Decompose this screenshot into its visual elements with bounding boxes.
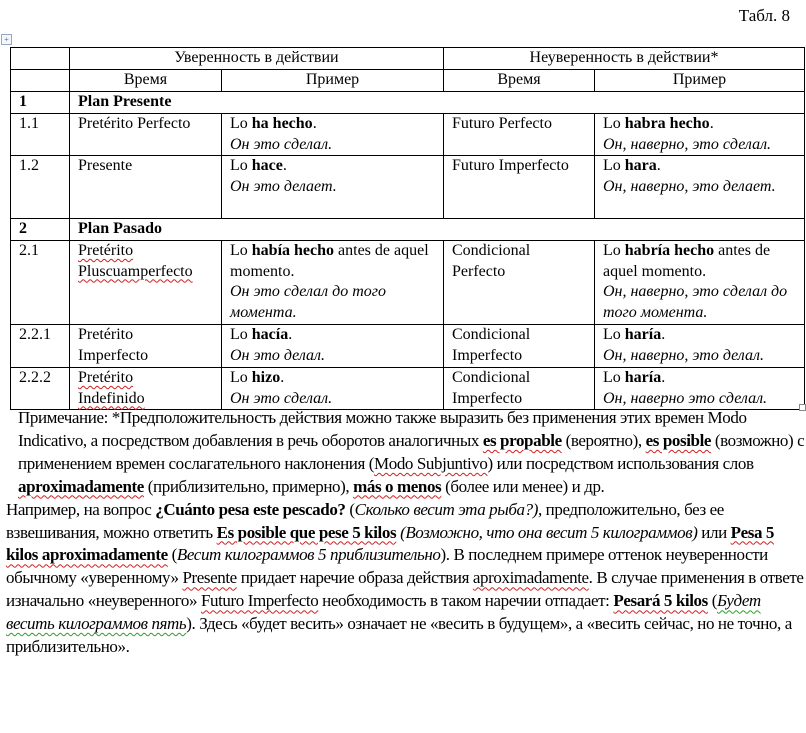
unsure-translation: Он, наверно, это делал.: [603, 346, 764, 364]
unsure-translation: Он, наверно, это делает.: [603, 177, 776, 195]
table-row: [11, 241, 805, 325]
row-number: 1.2: [11, 156, 70, 219]
sure-translation: Он это сделал.: [230, 389, 333, 407]
unsure-tense: Condicional Perfecto: [444, 241, 595, 325]
sure-example: Lo había hecho antes de aquel momento. Он это сделал до того момента.: [222, 241, 444, 325]
unsure-example: Lo haría. Он, наверно это сделал.: [595, 368, 805, 410]
header-row-groups: [11, 48, 805, 70]
header-empty-cell: [11, 70, 70, 92]
sure-tense: Pretérito Perfecto: [70, 114, 222, 156]
sure-translation: Он это сделал.: [230, 135, 333, 153]
row-number: 2.1: [11, 241, 70, 325]
header-row-sub: [11, 70, 805, 92]
unsure-tense: Condicional Imperfecto: [444, 368, 595, 410]
sure-translation: Он это сделал до того момента.: [230, 283, 387, 321]
header-empty-cell: [11, 48, 70, 70]
tense-comparison-table: [10, 47, 805, 410]
table-row: [11, 325, 805, 368]
table-number-label: Табл. 8: [738, 6, 790, 25]
subheader-tense: Время: [70, 70, 222, 92]
unsure-example: Lo habra hecho. Он, наверно, это сделал.: [595, 114, 805, 156]
section-title: Plan Presente: [70, 92, 805, 114]
sure-translation: Он это делал.: [230, 346, 326, 364]
subheader-example: Пример: [222, 70, 444, 92]
row-number: 2.2.2: [11, 368, 70, 410]
subheader-tense: Время: [444, 70, 595, 92]
footnote-paragraph: [6, 407, 806, 659]
section-row: [11, 219, 805, 241]
unsure-tense: Futuro Perfecto: [444, 114, 595, 156]
note-paragraph-1: Примечание: *Предположительность действия можно также выразить без применения этих времен Modo Indicativo, а посредством добавления в речь оборотов аналогичных es propable (вероятно), es posible (возможно) с применением времен сослагательного наклонения (Modo Subjuntivo) или посредством использования слов aproximadamente (приблизительно, примерно), más o menos (более или менее) и др.: [18, 408, 805, 496]
table-move-handle-icon[interactable]: +: [1, 34, 12, 45]
header-uncertainty: Неуверенность в действии*: [444, 48, 805, 70]
sure-example: Lo ha hecho. Он это сделал.: [222, 114, 444, 156]
unsure-tense: Futuro Imperfecto: [444, 156, 595, 219]
subheader-example: Пример: [595, 70, 805, 92]
sure-tense: Pretérito Indefinido: [70, 368, 222, 410]
row-number: 1.1: [11, 114, 70, 156]
table-row: [11, 114, 805, 156]
sure-tense: Pretérito Pluscuamperfecto: [70, 241, 222, 325]
row-number: 2.2.1: [11, 325, 70, 368]
sure-tense: Pretérito Imperfecto: [70, 325, 222, 368]
table-row: [11, 368, 805, 410]
unsure-example: Lo habría hecho antes de aquel momento. Он, наверно, это сделал до того момента.: [595, 241, 805, 325]
sure-example: Lo hace. Он это делает.: [222, 156, 444, 219]
section-number: 2: [11, 219, 70, 241]
section-title: Plan Pasado: [70, 219, 805, 241]
unsure-translation: Он, наверно, это сделал до того момента.: [603, 283, 788, 321]
table-row: [11, 156, 805, 219]
unsure-example: Lo hara. Он, наверно, это делает.: [595, 156, 805, 219]
sure-example: Lo hizo. Он это сделал.: [222, 368, 444, 410]
sure-tense: Presente: [70, 156, 222, 219]
header-certainty: Уверенность в действии: [70, 48, 444, 70]
section-number: 1: [11, 92, 70, 114]
sure-translation: Он это делает.: [230, 177, 337, 195]
unsure-translation: Он, наверно, это сделал.: [603, 135, 772, 153]
unsure-tense: Condicional Imperfecto: [444, 325, 595, 368]
section-row: [11, 92, 805, 114]
unsure-example: Lo haría. Он, наверно, это делал.: [595, 325, 805, 368]
unsure-translation: Он, наверно это сделал.: [603, 389, 768, 407]
sure-example: Lo hacía. Он это делал.: [222, 325, 444, 368]
note-paragraph-2: Например, на вопрос ¿Cuánto pesa este pescado? (Сколько весит эта рыба?), предположительно, без ее взвешивания, можно ответить Es posible que pese 5 kilos (Возможно, что она весит 5 килограммов) или Pesa 5 kilos aproximadamente (Весит килограммов 5 приблизительно). В последнем примере оттенок неуверенности обычному «уверенному» Presente придает наречие образа действия aproximadamente. В случае применения в ответе изначально «неуверенного» Futuro Imperfecto необходимость в таком наречии отпадает: Pesará 5 kilos (Будет весить килограммов пять). Здесь «будет весить» означает не «весить в будущем», а «весить сейчас, но не точно, а приблизительно».: [6, 499, 804, 657]
